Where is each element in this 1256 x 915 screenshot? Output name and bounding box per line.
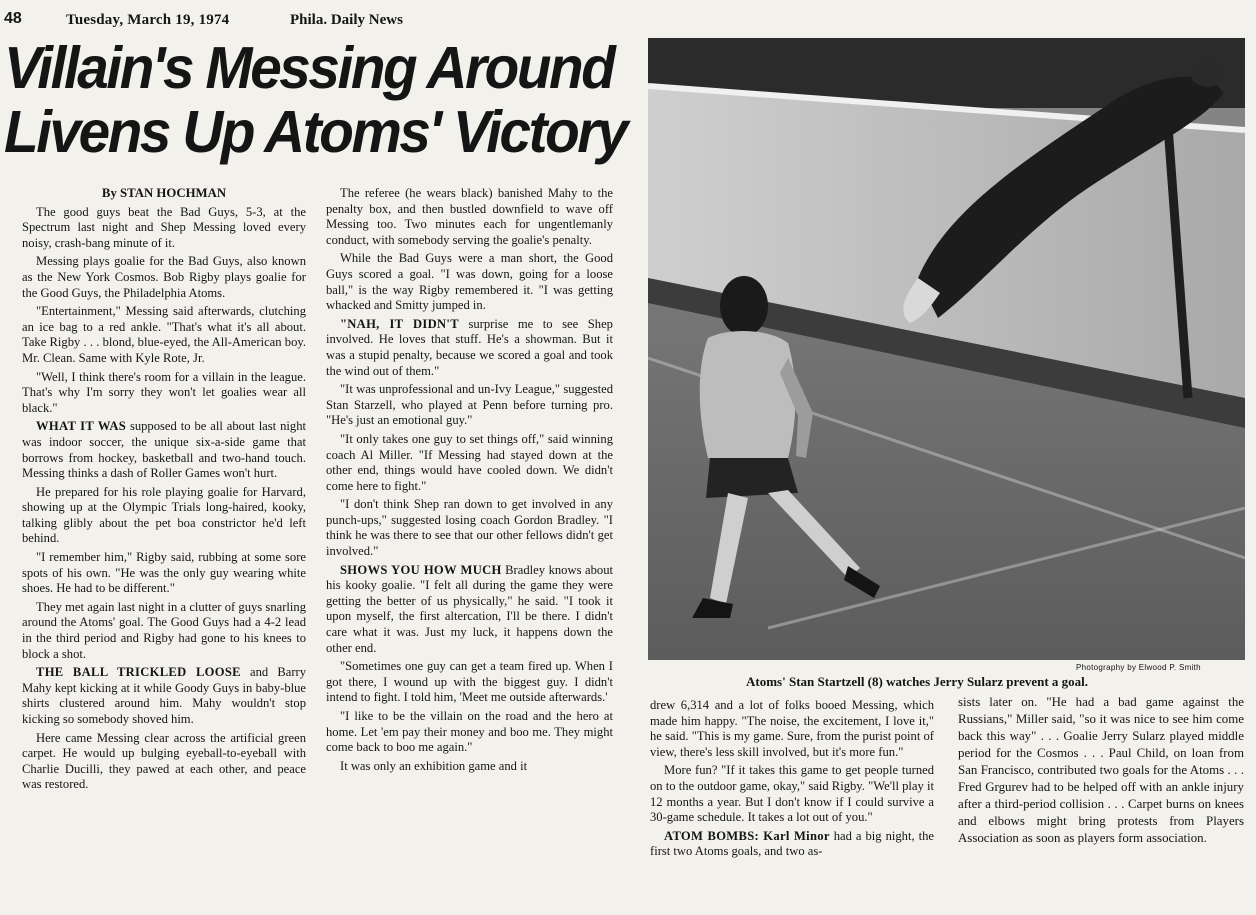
headline-line-1: Villain's Messing Around [4, 35, 614, 101]
article-column-3 [650, 698, 934, 863]
paragraph-text: "Entertainment," Messing said afterwards, clutching an ice bag to a red ankle. "That's what it's all about. Take Rigby . . . blond, blue-eyed, the All-American boy. Mr. Clean. Same with Kyle Rote, Jr. [22, 304, 306, 365]
article-paragraph [22, 550, 306, 597]
article-paragraph [326, 659, 613, 706]
article-paragraph [22, 485, 306, 547]
paragraph-text: "Sometimes one guy can get a team fired up. When I got there, I wound up with the biggest guy. I didn't intend to fight. I told him, 'Meet me outside afterwards.' [326, 659, 613, 705]
paragraph-kicker: THE BALL TRICKLED LOOSE [36, 665, 241, 680]
article-paragraph [326, 709, 613, 756]
paragraph-text: "I don't think Shep ran down to get involved in any punch-ups," suggested losing coach Gordon Bradley. "I think he was there to see that our other fellows didn't get involved." [326, 497, 613, 559]
article-paragraph [22, 254, 306, 301]
paragraph-text: "I like to be the villain on the road and the hero at home. Let 'em pay their money and boo me. They might come back to boo me again." [326, 709, 613, 755]
headline-line-2: Livens Up Atoms' Victory [4, 99, 627, 165]
article-paragraph [326, 317, 613, 379]
article-paragraph [22, 600, 306, 662]
article-paragraph [650, 698, 934, 760]
article-paragraph [326, 759, 613, 775]
article-paragraph [22, 731, 306, 793]
paragraph-text: The referee (he wears black) banished Mahy to the penalty box, and then bustled downfield to wave off Messing too. Two minutes each for ungentlemanly conduct, with somebody serving the goalie's penalty. [326, 186, 613, 247]
headline [4, 35, 627, 165]
byline: By STAN HOCHMAN [101, 186, 227, 200]
article-paragraph [958, 694, 1244, 847]
article-paragraph [22, 419, 306, 481]
column-1-body [22, 205, 306, 793]
photo-credit: Photography by Elwood P. Smith [1076, 663, 1201, 672]
article-column-2 [326, 186, 613, 777]
article-column-1 [22, 186, 306, 796]
article-paragraph [650, 829, 934, 860]
paragraph-text: supposed to be all about last night was indoor soccer, the unique six-a-side game that borrows from hockey, basketball and two-hand touch. Messing thinks a dash of Roller Games won't hurt. [22, 419, 306, 481]
article-paragraph [22, 205, 306, 252]
paragraph-text: While the Bad Guys were a man short, the Good Guys scored a goal. "I was down, going for a loose ball," is the way Rigby remembered it. "I was getting whacked and Smitty jumped in. [326, 251, 613, 313]
paragraph-text: They met again last night in a clutter of guys snarling around the Atoms' goal. The Good Guys had a 4-2 lead in the third period and Rigby had gone to his knees to block a shot. [22, 599, 306, 661]
paragraph-text: sists later on. "He had a bad game against the Russians," Miller said, "so it was nice to see him come back this way" . . . Goalie Jerry Sularz played middle period for the Cosmos . . . Paul Child, on loan from San Francisco, contributed two goals for the Atoms . . . Fred Grgurev had to be helped off with an ankle injury after a third-period collision . . . Carpet burns on knees and elbows might bring protests from Players Association as soon as players form association. [958, 695, 1244, 845]
paragraph-text: surprise me to see Shep involved. He loves that stuff. He's a showman. But it was a stupid penalty, because we scored a goal and took the wind out of them." [326, 316, 613, 378]
paragraph-text: Bradley knows about his kooky goalie. "I felt all during the game they were getting the better of us physically," he said. "I took it upon myself, the first altercation, I'll be there. I didn't care what it was. Just my luck, it happens down the other end. [326, 562, 613, 655]
paper-name: Phila. Daily News [290, 12, 403, 28]
game-photo [648, 38, 1245, 660]
paragraph-kicker: WHAT IT WAS [36, 419, 127, 434]
paragraph-text: "I remember him," Rigby said, rubbing at some sore spots of his own. "He was the only guy wearing white shoes. He had to be different." [22, 550, 306, 596]
article-paragraph [326, 563, 613, 657]
photo-caption: Atoms' Stan Startzell (8) watches Jerry Sularz prevent a goal. [746, 674, 1089, 689]
paragraph-text: "It only takes one guy to set things off," said winning coach Al Miller. "If Messing had stayed down at the other end, things would have cooled down. We didn't come here to fight." [326, 431, 613, 493]
article-paragraph [326, 251, 613, 313]
article-paragraph [326, 186, 613, 248]
issue-date: Tuesday, March 19, 1974 [66, 12, 230, 28]
article-paragraph [650, 763, 934, 825]
paragraph-text: He prepared for his role playing goalie for Harvard, showing up at the Olympic Trials long-haired, kooky, talking glibly about the pet boa constrictor he'd left behind. [22, 484, 306, 546]
paragraph-text: More fun? "If it takes this game to get people turned on to the outdoor game, okay," said Rigby. "We'll play it 12 months a year. But I don't know if I could survive a 30-game schedule. It takes a lot out of you." [650, 763, 934, 825]
page-number: 48 [4, 10, 22, 27]
article-paragraph [22, 665, 306, 727]
goalkeeper-save-image [648, 38, 1245, 660]
paragraph-text: Messing plays goalie for the Bad Guys, also known as the New York Cosmos. Bob Rigby plays goalie for the Good Guys, the Philadelphia Atoms. [22, 254, 306, 300]
article-paragraph [326, 497, 613, 559]
paragraph-text: "It was unprofessional and un-Ivy League," suggested Stan Starzell, who played at Penn before turning pro. "He's just an emotional guy." [326, 382, 613, 428]
paragraph-kicker: "NAH, IT DIDN'T [340, 316, 459, 331]
paragraph-kicker: SHOWS YOU HOW MUCH [340, 562, 502, 577]
paragraph-text: It was only an exhibition game and it [340, 758, 528, 773]
paragraph-text: "Well, I think there's room for a villain in the league. That's why I'm sorry they won't let goalies wear all black." [22, 369, 306, 415]
paragraph-text: had a big night, the first two Atoms goals, and two as- [650, 828, 934, 859]
paragraph-kicker: ATOM BOMBS: Karl Minor [664, 828, 830, 843]
paragraph-text: and Barry Mahy kept kicking at it while Goody Guys in baby-blue shirts clustered around him. Mahy wouldn't stop kicking so somebody shoved him. [22, 665, 307, 726]
paragraph-text: Here came Messing clear across the artificial green carpet. He would up bulging eyeball-to-eyeball with Charlie Ducilli, they pawed at each other, and peace was restored. [22, 730, 306, 792]
article-paragraph [22, 370, 306, 417]
article-column-4 [958, 694, 1244, 850]
paragraph-text: drew 6,314 and a lot of folks booed Messing, which made him happy. "The noise, the excitement, I love it," he said. "This is my game. Sure, from the purist point of view, there's less skill involved, but it's more fun." [650, 698, 934, 759]
article-paragraph [326, 382, 613, 429]
article-paragraph [326, 432, 613, 494]
article-paragraph [22, 304, 306, 366]
paragraph-text: The good guys beat the Bad Guys, 5-3, at the Spectrum last night and Shep Messing loved every noisy, crash-bang minute of it. [22, 204, 306, 250]
